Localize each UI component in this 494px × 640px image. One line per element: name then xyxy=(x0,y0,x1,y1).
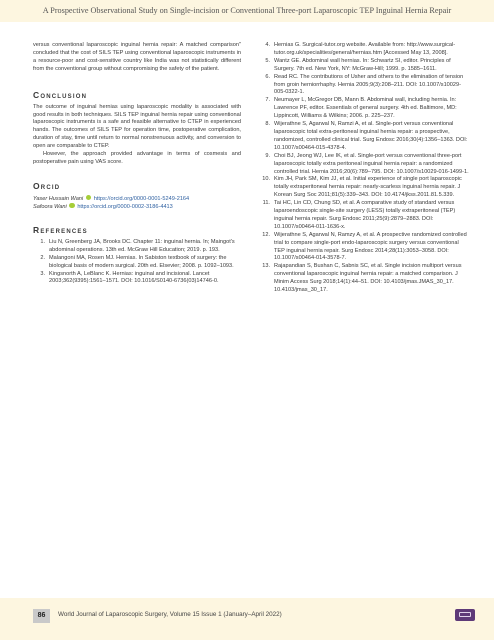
reference-text: Choi BJ, Jeong WJ, Lee IK, et al. Single-port versus conventional three-port laparoscopic totally extra peritoneal inguinal hernia repair: a randomized controlled trial. Hernia 2016;20(6):789–795. DOI: 10.1007/s10029-016-1499-1. xyxy=(274,152,469,175)
page-number: 86 xyxy=(33,609,50,623)
journal-footer: World Journal of Laparoscopic Surgery, Volume 15 Issue 1 (January–April 2022) xyxy=(58,611,282,618)
reference-item xyxy=(258,232,470,264)
left-column xyxy=(33,42,241,286)
orcid-author-name: Safoora Wani xyxy=(33,203,67,210)
reference-number: 5. xyxy=(265,57,270,64)
conclusion-paragraph-2: However, the approach provided advantage in terms of cosmesis and postoperative pain using VAS score. xyxy=(33,151,241,165)
reference-item xyxy=(258,74,470,98)
orcid-author-name: Yaser Hussain Wani xyxy=(33,195,84,202)
reference-text: Kingsnorth A, LeBlanc K. Hernias: inguinal and incisional. Lancet 2003;362(9395):1561–1571. DOI: 10.1016/S0140-6736(03)14746-0. xyxy=(49,270,219,285)
reference-number: 2. xyxy=(40,254,45,261)
reference-item xyxy=(258,58,470,74)
intro-paragraph: versus conventional laparoscopic inguinal hernia repair: A matched comparison" concluded that the cost of SILS TEP using conventional laparoscopic instruments in a resource-poor and cost-sensitive country like India was not statistically different from the conventional group without compromising the safety of the patient. xyxy=(33,42,241,72)
reference-text: Wijerathne S, Agarwal N, Ramzy A, et al. A prospective randomized controlled trial to compare single-port endo-laparoscopic surgery versus conventional TEP inguinal hernia repair. Surg Endosc 2014;28(11):3053–3058. DOI: 10.1007/s00464-014-3578-7. xyxy=(274,231,467,262)
running-header-title: A Prospective Observational Study on Single-incision or Conventional Three-port Laparoscopic TEP Inguinal Hernia Repair xyxy=(42,6,452,15)
reference-number: 4. xyxy=(265,42,270,48)
reference-item xyxy=(258,176,470,200)
reference-number: 12. xyxy=(262,231,270,238)
conclusion-heading: Conclusion xyxy=(33,89,88,100)
reference-item xyxy=(258,42,470,58)
reference-item xyxy=(258,153,470,177)
reference-item xyxy=(33,239,241,255)
reference-text: Neumayer L, McGregor DB, Mann B. Abdominal wall, including hernia. In: Lawrence PF, editor. Essentials of general surgery. 4th ed. Baltimore, MD: Lippincott, Williams & Wilkins; 2006. p. 225–237. xyxy=(274,97,457,120)
right-column xyxy=(258,42,470,295)
orcid-entry xyxy=(33,203,241,211)
orcid-link[interactable]: https://orcid.org/0000-0001-5249-2164 xyxy=(93,195,190,202)
publisher-logo-icon xyxy=(455,609,475,621)
reference-number: 11. xyxy=(262,200,270,207)
orcid-heading: Orcid xyxy=(33,180,61,191)
reference-number: 7. xyxy=(265,97,270,104)
references-heading: References xyxy=(33,224,88,235)
orcid-icon xyxy=(86,195,91,200)
reference-number: 1. xyxy=(40,238,45,245)
reference-item xyxy=(258,263,470,295)
reference-item xyxy=(33,255,241,271)
footer-bar xyxy=(0,598,494,640)
reference-item xyxy=(258,121,470,153)
reference-list-left xyxy=(33,239,241,286)
reference-text: Wijerathne S, Agarwal N, Ramzi A, et al. Single-port versus conventional laparoscopic total extra-peritoneal inguinal hernia repair: a prospective, randomized, controlled clinical trial. Surg Endosc 2016;30(4):1356–1363. DOI: 10.1007/s00464-015-4378-4. xyxy=(274,121,468,151)
reference-number: 6. xyxy=(265,73,270,80)
orcid-link[interactable]: https://orcid.org/0000-0002-3186-4413 xyxy=(77,203,173,210)
reference-text: Rajapandian S, Bushan C, Sabnis SC, et al. Single incision multiport versus conventional laparoscopic inguinal hernia repair: a matched comparison. J Minim Access Surg 2018;14(1):44–51. DOI: 10.4103/jmas.JMAS_30_17. 10.4103/jmas_30_17. xyxy=(274,263,462,294)
header-bar xyxy=(0,0,494,22)
reference-number: 3. xyxy=(40,270,45,277)
reference-text: Hernias G. Surgical-tutor.org website. Available from: http://www.surgical-tutor.org.uk/specialities/general/hernias.htm [Accessed May 13, 2008]. xyxy=(274,42,456,56)
reference-item xyxy=(258,97,470,121)
reference-text: Liu N, Greenberg JA, Brooks DC. Chapter 11: inguinal hernia. In; Maingot's abdominal operations. 13th ed. McGraw Hill Education; 2019. p. 193. xyxy=(49,238,235,253)
reference-number: 8. xyxy=(265,121,270,128)
reference-number: 9. xyxy=(265,152,270,159)
reference-item xyxy=(33,271,241,287)
reference-number: 10. xyxy=(262,176,270,183)
reference-text: Tai HC, Lin CD, Chung SD, et al. A comparative study of standard versus laparoendoscopic single-site surgery (LESS) totally extraperitoneal (TEP) inguinal hernia repair. Surg Endosc 2011;25(9):2879–2883. DOI: 10.1007/s00464-011-1636-x. xyxy=(274,200,456,230)
reference-item xyxy=(258,200,470,232)
reference-text: Kim JH, Park SM, Kim JJ, et al. Initial experience of single port laparoscopic totally extraperitoneal hernia repair: nearly-scarless inguinal hernia repair. J Korean Surg Soc 2011;81(5):339–343. DOI: 10.4174/jkss.2011.81.5.339. xyxy=(274,176,462,199)
reference-number: 13. xyxy=(262,263,270,270)
reference-text: Malangoni MA, Rosen MJ. Hernias. In Sabiston textbook of surgery: the biological basis of modern surgical. 20th ed. Elsevier; 2008. p. 1092–1093. xyxy=(49,254,234,269)
reference-list-right xyxy=(258,42,470,295)
orcid-entry xyxy=(33,195,241,203)
conclusion-paragraph-1: The outcome of inguinal hernias using laparoscopic modality is associated with good results in both techniques. SILS TEP inguinal hernia repair using conventional laparoscopic instruments is a safe and feasible alternative to CTEP in experienced hands. The outcomes of SILS TEP for operation time, postoperative complication, duration of stay, time until return to normal nonstrenuous activity, and conversion to open are comparable to CTEP. xyxy=(33,103,241,150)
reference-text: Wantz GE. Abdominal wall hernias. In: Schwartz SI, editor. Principles of Surgery. 7th ed. New York, NY: McGraw-Hill; 1999. p. 1585–1611. xyxy=(274,57,451,72)
reference-text: Read RC. The contributions of Usher and others to the elimination of tension from groin herniorrhaphy. Hernia 2005;9(3):208–211. DOI: 10.1007/s10029-005-0322-1. xyxy=(274,73,464,96)
orcid-icon xyxy=(69,203,74,208)
